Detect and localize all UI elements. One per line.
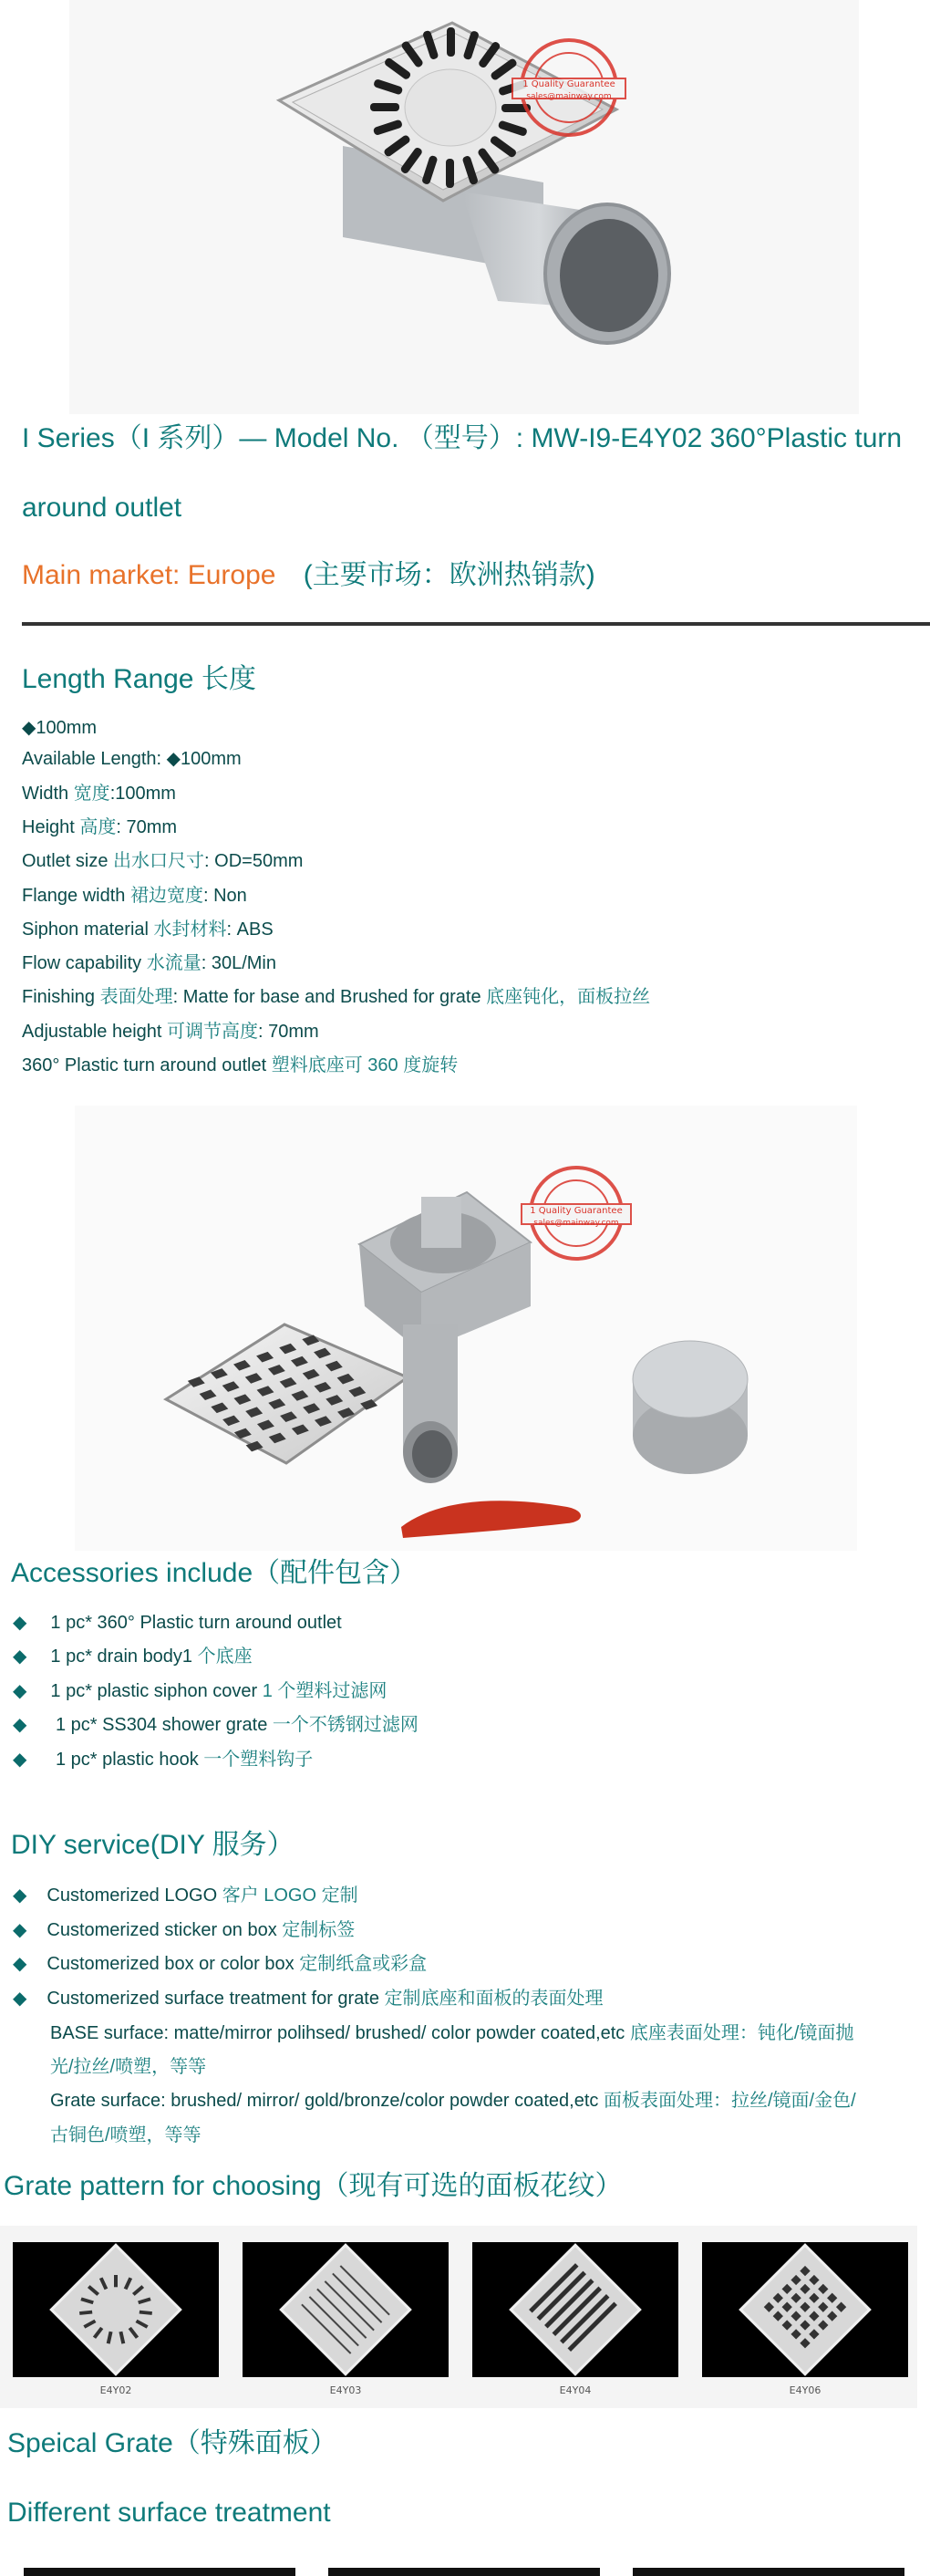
diy-grate-surface-cont: 古铜色/喷塑，等等	[50, 2125, 202, 2145]
diy-base-surface-cont: 光/拉丝/喷塑，等等	[50, 2057, 207, 2077]
stamp-text-top-2: 1 Quality Guarantee	[530, 1206, 623, 1216]
spec-item: Outlet size 出水口尺寸: OD=50mm	[22, 851, 304, 871]
surface-image-2	[328, 2568, 600, 2576]
spec-item: Flange width 裙边宽度: Non	[22, 886, 247, 906]
surface-treatment-heading: Different surface treatment	[7, 2498, 331, 2528]
spec-item: Siphon material 水封材料: ABS	[22, 919, 274, 940]
spec-item: Flow capability 水流量: 30L/Min	[22, 953, 276, 973]
spec-item: Finishing 表面处理: Matte for base and Brushed for grate 底座钝化，面板拉丝	[22, 987, 651, 1007]
special-grate-heading: Speical Grate（特殊面板）	[7, 2428, 337, 2458]
spec-item: Adjustable height 可调节高度: 70mm	[22, 1022, 319, 1042]
patterns-heading: Grate pattern for choosing（现有可选的面板花纹）	[4, 2171, 623, 2201]
surface-image-1	[24, 2568, 295, 2576]
plastic-hook-icon	[401, 1501, 581, 1538]
spec-item: Height 高度: 70mm	[22, 817, 178, 837]
spec-item: Width 宽度:100mm	[22, 784, 176, 804]
diy-item: ◆ Customerized box or color box 定制纸盒或彩盒	[13, 1954, 428, 1974]
stamp-text-bottom: sales@mainway.com	[526, 92, 612, 101]
accessories-heading: Accessories include（配件包含）	[11, 1558, 418, 1588]
pattern-tile-e4y04	[472, 2242, 678, 2377]
surface-image-3	[633, 2568, 904, 2576]
pattern-label: E4Y02	[99, 2384, 132, 2396]
specs-heading: Length Range 长度	[22, 664, 256, 694]
accessory-item: ◆ 1 pc* plastic siphon cover 1 个塑料过滤网	[13, 1681, 388, 1701]
pattern-label: E4Y04	[559, 2384, 592, 2396]
diy-item: ◆ Customerized sticker on box 定制标签	[13, 1920, 356, 1940]
pattern-label: E4Y03	[329, 2384, 362, 2396]
section-divider	[22, 622, 930, 626]
grate-square-icon	[166, 1324, 408, 1463]
drain-body-icon	[359, 1192, 531, 1483]
spec-item: 360° Plastic turn around outlet 塑料底座可 360 度旋转	[22, 1055, 459, 1075]
main-market-cn: (主要市场：欧洲热销款)	[303, 560, 595, 590]
diy-item: ◆ Customerized LOGO 客户 LOGO 定制	[13, 1885, 358, 1906]
main-market-label: Main market: Europe	[22, 560, 276, 590]
accessories-illustration	[75, 1106, 857, 1551]
pattern-tile-e4y02	[13, 2242, 219, 2377]
product-title-line2: around outlet	[22, 493, 182, 523]
siphon-cover-icon	[633, 1341, 748, 1474]
main-market	[22, 562, 595, 589]
diagonal-grid-grate-icon	[243, 2242, 449, 2377]
square-grid-grate-icon	[702, 2242, 908, 2377]
drain-illustration	[69, 0, 859, 414]
diy-heading: DIY service(DIY 服务）	[11, 1830, 294, 1860]
diy-base-surface: BASE surface: matte/mirror polihsed/ brushed/ color powder coated,etc 底座表面处理：钝化/镜面抛	[50, 2023, 854, 2043]
accessory-item: ◆ 1 pc* plastic hook 一个塑料钩子	[13, 1750, 314, 1770]
product-image-drain-assembled	[69, 0, 859, 414]
diy-grate-surface: Grate surface: brushed/ mirror/ gold/bronze/color powder coated,etc 面板表面处理：拉丝/镜面/金色/	[50, 2091, 856, 2111]
diagonal-slots-grate-icon	[472, 2242, 678, 2377]
spec-item: ◆100mm	[22, 718, 98, 738]
stamp-text-top: 1 Quality Guarantee	[522, 79, 615, 89]
accessory-item: ◆ 1 pc* SS304 shower grate 一个不锈钢过滤网	[13, 1715, 418, 1735]
product-title-line1: I Series（I 系列）— Model No. （型号）: MW-I9-E4Y02 360°Plastic turn	[22, 423, 903, 453]
pattern-tile-e4y03	[243, 2242, 449, 2377]
pattern-label: E4Y06	[789, 2384, 822, 2396]
accessory-item: ◆ 1 pc* 360° Plastic turn around outlet	[13, 1613, 342, 1633]
product-image-accessories	[75, 1106, 857, 1551]
stamp-text-bottom-2: sales@mainway.com	[533, 1219, 619, 1228]
diy-item: ◆ Customerized surface treatment for grate 定制底座和面板的表面处理	[13, 1989, 604, 2009]
radial-grate-icon	[13, 2242, 219, 2377]
pattern-tile-e4y06	[702, 2242, 908, 2377]
accessory-item: ◆ 1 pc* drain body1 个底座	[13, 1646, 253, 1667]
spec-item: Available Length: ◆100mm	[22, 749, 242, 769]
